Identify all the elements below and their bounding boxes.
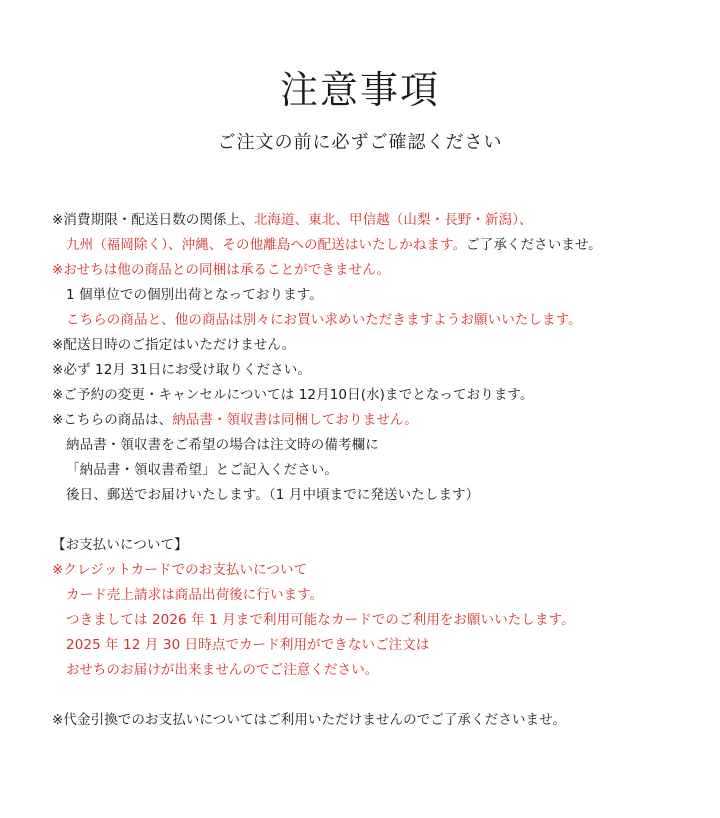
note-individual-shipping: 1 個単位での個別出荷となっております。 xyxy=(66,287,323,303)
note-highlight: 九州（福岡除く）、沖縄、その他離島への配送はいたしかねます。 xyxy=(66,237,467,253)
note-text: ※消費期限・配送日数の関係上、 xyxy=(52,212,254,228)
note-delivery-area-cont xyxy=(66,233,602,257)
payment-card-cutoff: 2025 年 12 月 30 日時点でカード利用ができないご注文は xyxy=(66,637,430,653)
payment-billing: カード売上請求は商品出荷後に行います。 xyxy=(66,587,324,603)
note-separate-purchase: こちらの商品と、他の商品は別々にお買い求めいただきますようお願いいたします。 xyxy=(66,312,582,328)
note-text: ※こちらの商品は、 xyxy=(52,412,173,428)
note-text: ご了承くださいませ。 xyxy=(466,237,602,253)
note-invoice-request: 納品書・領収書をご希望の場合は注文時の備考欄に xyxy=(66,437,379,453)
note-highlight: おせちは他の商品との同梱は承ることができません。 xyxy=(63,262,391,278)
note-invoice xyxy=(52,408,418,432)
payment-credit-card: ※クレジットカードでのお支払いについて xyxy=(52,562,308,578)
page-title: 注意事項 xyxy=(279,68,440,112)
note-highlight: 納品書・領収書は同梱しておりません。 xyxy=(172,412,418,428)
note-mark: ※ xyxy=(52,262,64,278)
note-no-bundle xyxy=(52,258,390,282)
note-cancel-deadline: ※ご予約の変更・キャンセルについては 12月10日(水)までとなっております。 xyxy=(52,387,534,403)
payment-delivery-warning: おせちのお届けが出来ませんのでご注意ください。 xyxy=(66,662,379,678)
page-subtitle: ご注文の前に必ずご確認ください xyxy=(217,132,503,153)
note-receive-date: ※必ず 12月 31日にお受け取りください。 xyxy=(52,362,311,378)
note-highlight: 北海道、東北、甲信越（山梨・長野・新潟）、 xyxy=(253,212,533,228)
payment-cod: ※代金引換でのお支払いについてはご利用いただけませんのでご了承くださいませ。 xyxy=(52,712,566,728)
payment-heading: 【お支払いについて】 xyxy=(52,537,188,553)
note-delivery-area xyxy=(52,208,533,232)
payment-card-validity: つきましては 2026 年 1 月まで利用可能なカードでのご利用をお願いいたします。 xyxy=(66,612,575,628)
note-no-date-spec: ※配送日時のご指定はいただけません。 xyxy=(52,337,296,353)
note-invoice-remark: 「納品書・領収書希望」とご記入ください。 xyxy=(66,462,338,478)
note-invoice-mail: 後日、郵送でお届けいたします。（1 月中頃までに発送いたします） xyxy=(66,487,480,503)
